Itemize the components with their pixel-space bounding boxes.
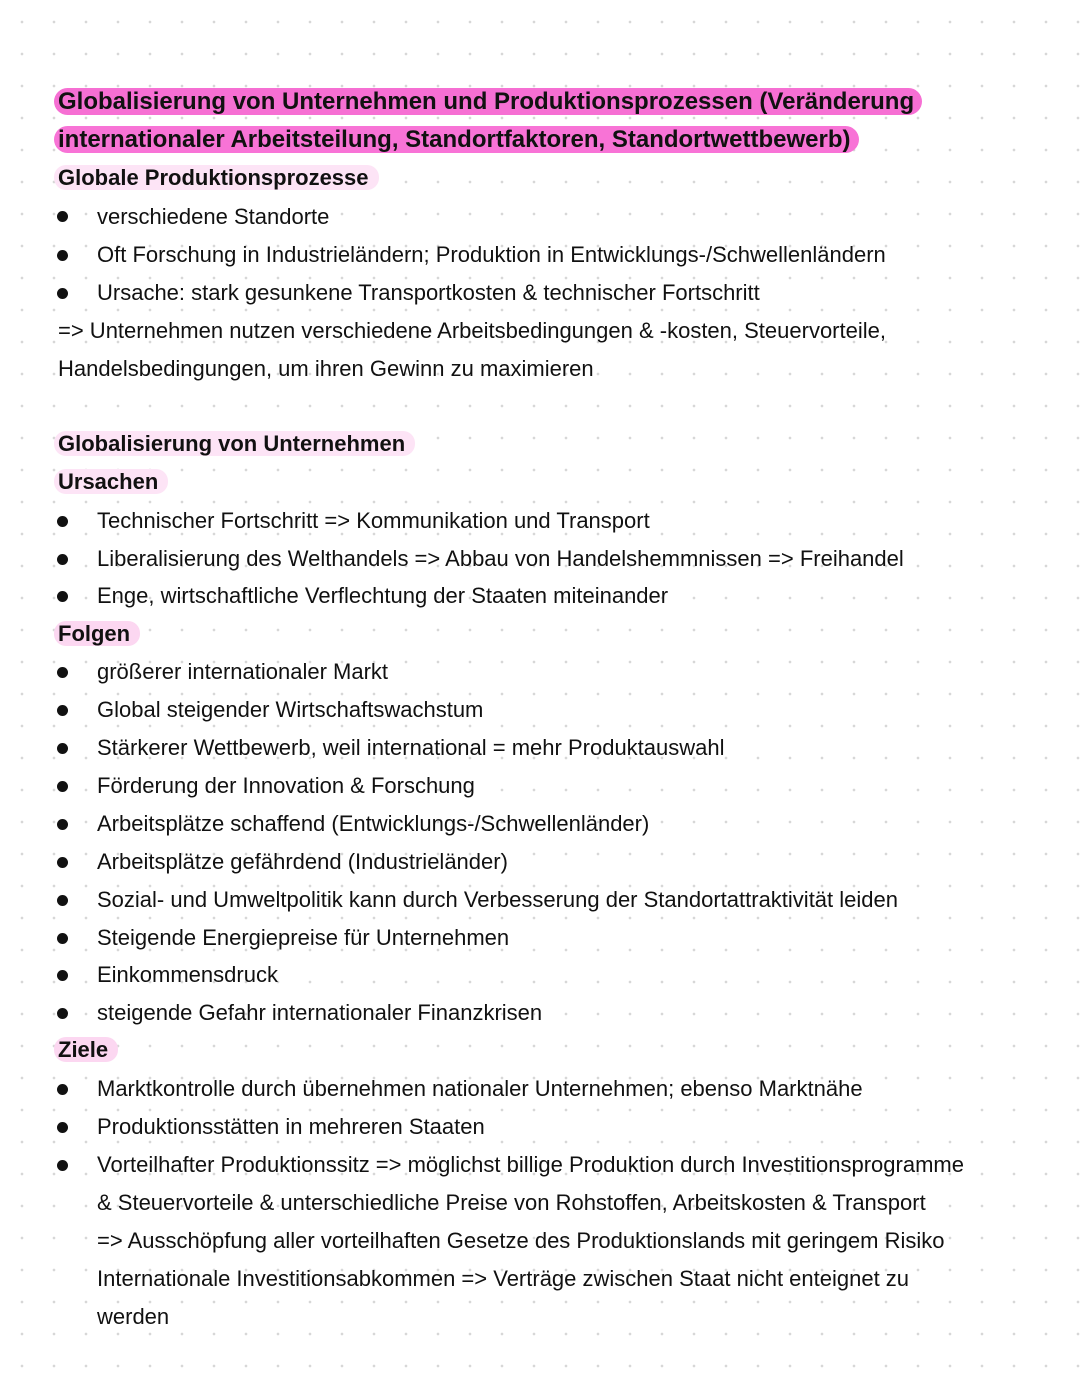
- bullet-dot: [57, 857, 68, 868]
- bullet-dot: [57, 250, 68, 261]
- bullet-dot: [57, 895, 68, 906]
- bullet-dot: [57, 211, 68, 222]
- list-item: Ursache: stark gesunkene Transportkosten & technischer Fortschritt: [97, 280, 760, 305]
- bullet-dot: [57, 1084, 68, 1095]
- bullet-dot: [57, 288, 68, 299]
- document-title-line-1: [58, 86, 922, 118]
- document-title-line-2: [58, 124, 859, 156]
- list-item: Global steigender Wirtschaftswachstum: [97, 697, 484, 722]
- list-item: Sozial- und Umweltpolitik kann durch Verbesserung der Standortattraktivität leiden: [97, 887, 898, 912]
- list-item: Förderung der Innovation & Forschung: [97, 773, 475, 798]
- bullet-dot: [57, 1160, 68, 1171]
- bullet-dot: [57, 819, 68, 830]
- list-item-line-3: => Ausschöpfung aller vorteilhaften Gesetze des Produktionslands mit geringem Risiko: [97, 1228, 945, 1253]
- bullet-dot: [57, 1122, 68, 1133]
- list-item-line-4: Internationale Investitionsabkommen => Verträge zwischen Staat nicht enteignet zu: [97, 1266, 910, 1291]
- conclusion-line-1: => Unternehmen nutzen verschiedene Arbeitsbedingungen & -kosten, Steuervorteile,: [58, 318, 886, 343]
- title-highlight-1: Globalisierung von Unternehmen und Produktionsprozessen (Veränderung: [54, 88, 922, 115]
- subheading-ursachen: Ursachen: [58, 467, 168, 497]
- list-item: Steigende Energiepreise für Unternehmen: [97, 925, 510, 950]
- bullet-dot: [57, 743, 68, 754]
- list-item: Technischer Fortschritt => Kommunikation und Transport: [97, 508, 650, 533]
- list-item: Arbeitsplätze schaffend (Entwicklungs-/Schwellenländer): [97, 811, 650, 836]
- list-item: Marktkontrolle durch übernehmen nationaler Unternehmen; ebenso Marktnähe: [97, 1076, 863, 1101]
- bullet-dot: [57, 933, 68, 944]
- list-item: Liberalisierung des Welthandels => Abbau von Handelshemmnissen => Freihandel: [97, 546, 904, 571]
- list-item: Produktionsstätten in mehreren Staaten: [97, 1114, 485, 1139]
- list-item-line-2: & Steuervorteile & unterschiedliche Preise von Rohstoffen, Arbeitskosten & Transport: [97, 1190, 926, 1215]
- list-item: verschiedene Standorte: [97, 204, 330, 229]
- section-heading-globalisierung-von-unternehmen: Globalisierung von Unternehmen: [58, 429, 415, 459]
- list-item: steigende Gefahr internationaler Finanzkrisen: [97, 1000, 543, 1025]
- title-highlight-2: internationaler Arbeitsteilung, Standortfaktoren, Standortwettbewerb): [54, 126, 859, 153]
- bullet-dot: [57, 1008, 68, 1019]
- list-item: Einkommensdruck: [97, 962, 278, 987]
- bullet-dot: [57, 591, 68, 602]
- bullet-dot: [57, 970, 68, 981]
- list-item-line-5: werden: [97, 1304, 170, 1329]
- list-item: Enge, wirtschaftliche Verflechtung der Staaten miteinander: [97, 583, 669, 608]
- list-item: Stärkerer Wettbewerb, weil international = mehr Produktauswahl: [97, 735, 725, 760]
- bullet-dot: [57, 705, 68, 716]
- conclusion-line-2: Handelsbedingungen, um ihren Gewinn zu maximieren: [58, 356, 594, 381]
- list-item-line-1: Vorteilhafter Produktionssitz => möglichst billige Produktion durch Investitionsprogramme: [97, 1152, 964, 1177]
- bullet-dot: [57, 516, 68, 527]
- list-item: größerer internationaler Markt: [97, 659, 389, 684]
- bullet-dot: [57, 781, 68, 792]
- bullet-dot: [57, 667, 68, 678]
- subheading-folgen: Folgen: [58, 619, 140, 649]
- section-heading-globale-produktionsprozesse: Globale Produktionsprozesse: [58, 163, 379, 193]
- bullet-dot: [57, 554, 68, 565]
- list-item: Oft Forschung in Industrieländern; Produktion in Entwicklungs-/Schwellenländern: [97, 242, 886, 267]
- subheading-ziele: Ziele: [58, 1035, 118, 1065]
- list-item: Arbeitsplätze gefährdend (Industrieländer): [97, 849, 508, 874]
